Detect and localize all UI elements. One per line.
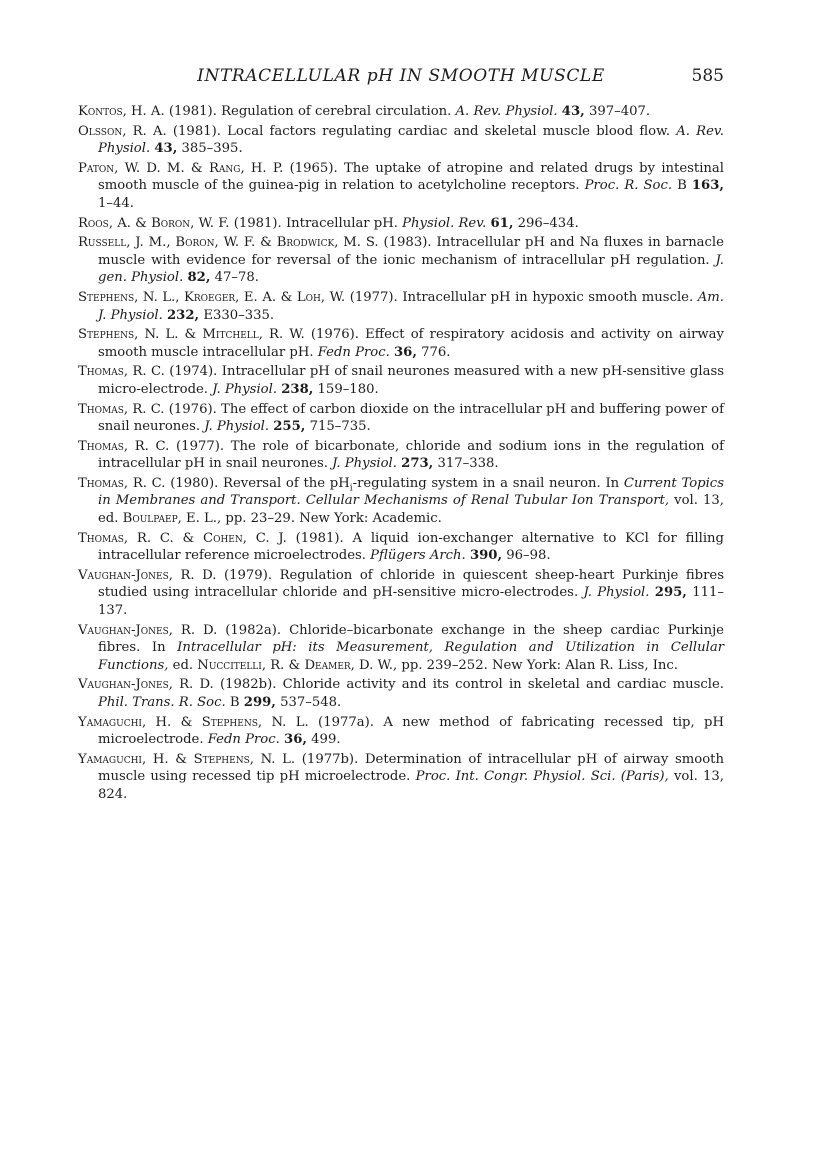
- reference-item: Stephens, N. L. & Mitchell, R. W. (1976). Effect of respiratory acidosis and activity on airway smooth muscle intracellular pH. Fedn Proc. 36, 776.: [78, 327, 724, 360]
- reference-item: Stephens, N. L., Kroeger, E. A. & Loh, W. (1977). Intracellular pH in hypoxic smooth muscle. Am. J. Physiol. 232, E330–335.: [78, 289, 724, 323]
- reference-item: Paton, W. D. M. & Rang, H. P. (1965). The uptake of atropine and related drugs by intestinal smooth muscle of the guinea-pig in relation to acetylcholine receptors. Proc. R. Soc. B 163, 1–44.: [78, 160, 724, 211]
- reference-list: [78, 103, 724, 804]
- reference-item: Thomas, R. C. (1977). The role of bicarbonate, chloride and sodium ions in the regulation of intracellular pH in snail neurones. J. Physiol. 273, 317–338.: [78, 438, 725, 472]
- page-header: [78, 66, 724, 94]
- reference-item: Kontos, H. A. (1981). Regulation of cerebral circulation. A. Rev. Physiol. 43, 397–407.: [78, 104, 651, 119]
- reference-item: Olsson, R. A. (1981). Local factors regulating cardiac and skeletal muscle blood flow. A. Rev. Physiol. 43, 385–395.: [78, 123, 724, 157]
- reference-item: Thomas, R. C. (1974). Intracellular pH of snail neurones measured with a new pH-sensitive glass micro-electrode. J. Physiol. 238, 159–180.: [78, 364, 724, 397]
- reference-item: Yamaguchi, H. & Stephens, N. L. (1977b). Determination of intracellular pH of airway smooth muscle using recessed tip pH microelectrode. Proc. Int. Congr. Physiol. Sci. (Paris), vol. 13, 824.: [78, 751, 724, 802]
- page: [78, 66, 724, 806]
- reference-item: Vaughan-Jones, R. D. (1982b). Chloride activity and its control in skeletal and cardiac muscle. Phil. Trans. R. Soc. B 299, 537–548.: [78, 677, 725, 710]
- reference-item: Vaughan-Jones, R. D. (1982a). Chloride–bicarbonate exchange in the sheep cardiac Purkinje fibres. In Intracellular pH: its Measurement, Regulation and Utilization in Cellular Functions, ed. Nuccitelli, R. & Deamer, D. W., pp. 239–252. New York: Alan R. Liss, Inc.: [78, 622, 725, 673]
- reference-item: Roos, A. & Boron, W. F. (1981). Intracellular pH. Physiol. Rev. 61, 296–434.: [78, 215, 579, 231]
- reference-item: Thomas, R. C. (1980). Reversal of the $pH_i$-regulating system in a snail neuron. In Current Topics in Membranes and Transport. Cellular Mechanisms of Renal Tubular Ion Transport, vol. 13, ed. Boulpaep, E. L., pp. 23–29. New York: Academic.: [78, 475, 724, 527]
- page-number: 585: [691, 66, 724, 86]
- reference-item: Thomas, R. C. (1976). The effect of carbon dioxide on the intracellular pH and buffering power of snail neurones. J. Physiol. 255, 715–735.: [78, 401, 724, 435]
- reference-item: Yamaguchi, H. & Stephens, N. L. (1977a). A new method of fabricating recessed tip, pH microelectrode. Fedn Proc. 36, 499.: [78, 714, 724, 748]
- reference-item: Russell, J. M., Boron, W. F. & Brodwick, M. S. (1983). Intracellular pH and Na fluxes in barnacle muscle with evidence for reversal of the ionic mechanism of intracellular pH regulation. J. gen. Physiol. 82, 47–78.: [78, 235, 724, 286]
- reference-item: Thomas, R. C. & Cohen, C. J. (1981). A liquid ion-exchanger alternative to KCl for filling intracellular reference microelectrodes. Pflügers Arch. 390, 96–98.: [78, 530, 724, 564]
- reference-item: Vaughan-Jones, R. D. (1979). Regulation of chloride in quiescent sheep-heart Purkinje fibres studied using intracellular chloride and pH-sensitive micro-electrodes. J. Physiol. 295, 111–137.: [78, 567, 724, 619]
- running-title: INTRACELLULAR pH IN SMOOTH MUSCLE: [197, 66, 605, 86]
